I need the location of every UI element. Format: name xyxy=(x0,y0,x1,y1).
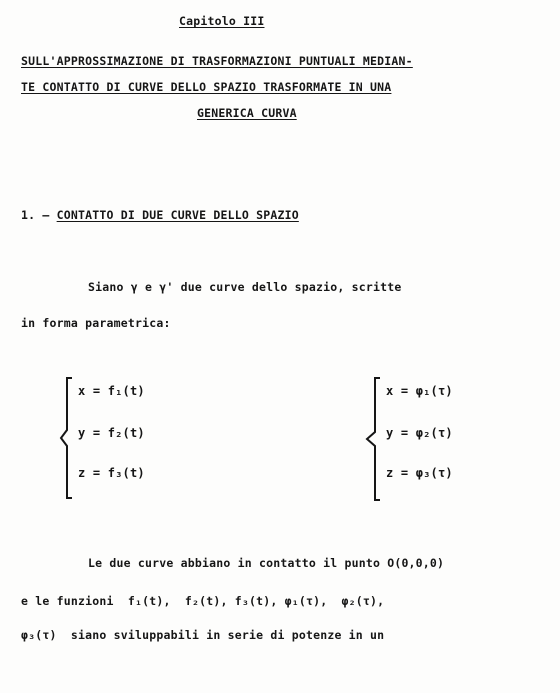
paragraph-2-line-2: e le funzioni f₁(t), f₂(t), f₃(t), φ₁(τ), φ₂(τ), xyxy=(21,594,385,608)
left-equation-x: x = f₁(t) xyxy=(78,384,145,398)
paragraph-2-line-3: φ₃(τ) siano sviluppabili in serie di potenze in un xyxy=(21,628,385,642)
paragraph-1-line-2: in forma parametrica: xyxy=(21,316,171,330)
heading-line-3: GENERICA CURVA xyxy=(197,106,297,120)
section-number: 1. – xyxy=(21,208,57,222)
section-heading xyxy=(21,208,299,222)
right-equation-y: y = φ₂(τ) xyxy=(386,426,453,440)
right-equation-z: z = φ₃(τ) xyxy=(386,466,453,480)
section-title: CONTATTO DI DUE CURVE DELLO SPAZIO xyxy=(56,208,299,222)
chapter-title: Capitolo III xyxy=(179,14,265,28)
right-equation-x: x = φ₁(τ) xyxy=(386,384,453,398)
left-equation-z: z = f₃(t) xyxy=(78,466,145,480)
left-system-brace xyxy=(58,376,78,500)
right-system-brace xyxy=(364,376,386,502)
paragraph-2-line-1: Le due curve abbiano in contatto il punto O(0,0,0) xyxy=(88,556,445,570)
heading-line-1: SULL'APPROSSIMAZIONE DI TRASFORMAZIONI PUNTUALI MEDIAN- xyxy=(21,54,413,68)
left-equation-y: y = f₂(t) xyxy=(78,426,145,440)
heading-line-2: TE CONTATTO DI CURVE DELLO SPAZIO TRASFORMATE IN UNA xyxy=(21,80,392,94)
paragraph-1-line-1: Siano γ e γ' due curve dello spazio, scritte xyxy=(88,280,402,294)
